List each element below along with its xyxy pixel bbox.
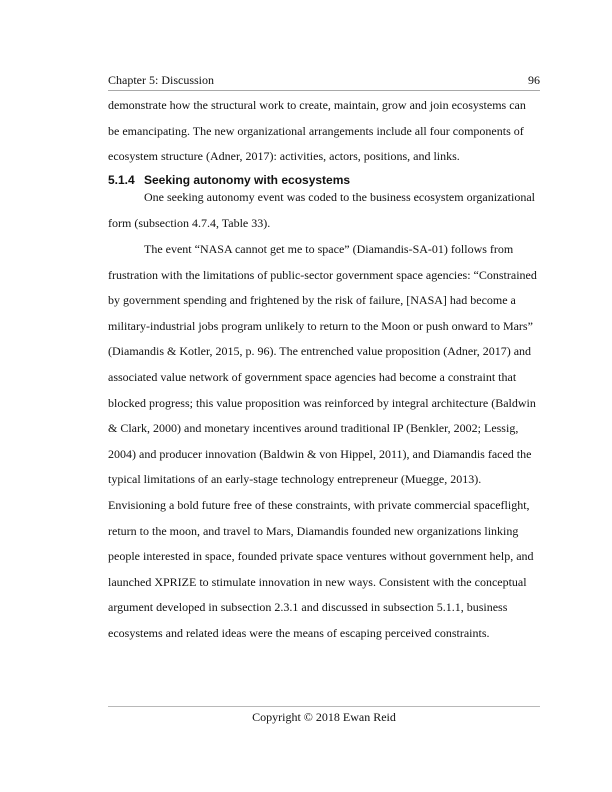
footer-copyright: Copyright © 2018 Ewan Reid bbox=[252, 710, 396, 724]
text-line: ecosystems and related ideas were the means of escaping perceived constraints. bbox=[108, 625, 490, 640]
text-line: ecosystem structure (Adner, 2017): activities, actors, positions, and links. bbox=[108, 149, 460, 164]
text-line: The event “NASA cannot get me to space” (Diamandis-SA-01) follows from bbox=[144, 241, 514, 256]
text-line: by government spending and frightened by the risk of failure, [NASA] had become a bbox=[108, 293, 516, 308]
text-line: blocked progress; this value proposition was reinforced by integral architecture (Baldwin bbox=[108, 395, 536, 410]
section-number: 5.1.4 bbox=[108, 172, 135, 187]
chapter-title: Chapter 5: Discussion bbox=[108, 73, 214, 87]
text-line: form (subsection 4.7.4, Table 33). bbox=[108, 216, 271, 231]
text-line: & Clark, 2000) and monetary incentives around traditional IP (Benkler, 2002; Lessig, bbox=[108, 421, 519, 436]
text-line: launched XPRIZE to stimulate innovation in new ways. Consistent with the conceptual bbox=[108, 574, 527, 589]
text-line: be emancipating. The new organizational arrangements include all four components of bbox=[108, 123, 524, 138]
text-line: military-industrial jobs program unlikely to return to the Moon or push onward to Mars” bbox=[108, 318, 533, 333]
footer-rule bbox=[108, 706, 540, 707]
text-line: (Diamandis & Kotler, 2015, p. 96). The entrenched value proposition (Adner, 2017) and bbox=[108, 344, 532, 359]
page-number: 96 bbox=[528, 73, 540, 87]
text-line: frustration with the limitations of public-sector government space agencies: “Constrained bbox=[108, 267, 537, 282]
section-heading bbox=[108, 172, 540, 188]
running-header bbox=[108, 72, 540, 90]
text-line: demonstrate how the structural work to create, maintain, grow and join ecosystems can bbox=[108, 98, 526, 112]
text-line: argument developed in subsection 2.3.1 and discussed in subsection 5.1.1, business bbox=[108, 600, 508, 615]
text-line: typical limitations of an early-stage technology entrepreneur (Muegge, 2013). bbox=[108, 472, 482, 487]
text-line: 2004) and producer innovation (Baldwin & von Hippel, 2011), and Diamandis faced the bbox=[108, 446, 532, 461]
text-line: people interested in space, founded private space ventures without government help, and bbox=[108, 549, 534, 564]
body-text bbox=[108, 95, 540, 648]
text-line: return to the moon, and travel to Mars, Diamandis founded new organizations linking bbox=[108, 523, 519, 538]
section-title: Seeking autonomy with ecosystems bbox=[144, 172, 351, 187]
text-line: Envisioning a bold future free of these constraints, with private commercial spaceflight, bbox=[108, 497, 530, 512]
header-rule bbox=[108, 90, 540, 91]
text-line: One seeking autonomy event was coded to the business ecosystem organizational bbox=[144, 189, 536, 204]
text-line: associated value network of government space agencies had become a constraint that bbox=[108, 369, 517, 384]
